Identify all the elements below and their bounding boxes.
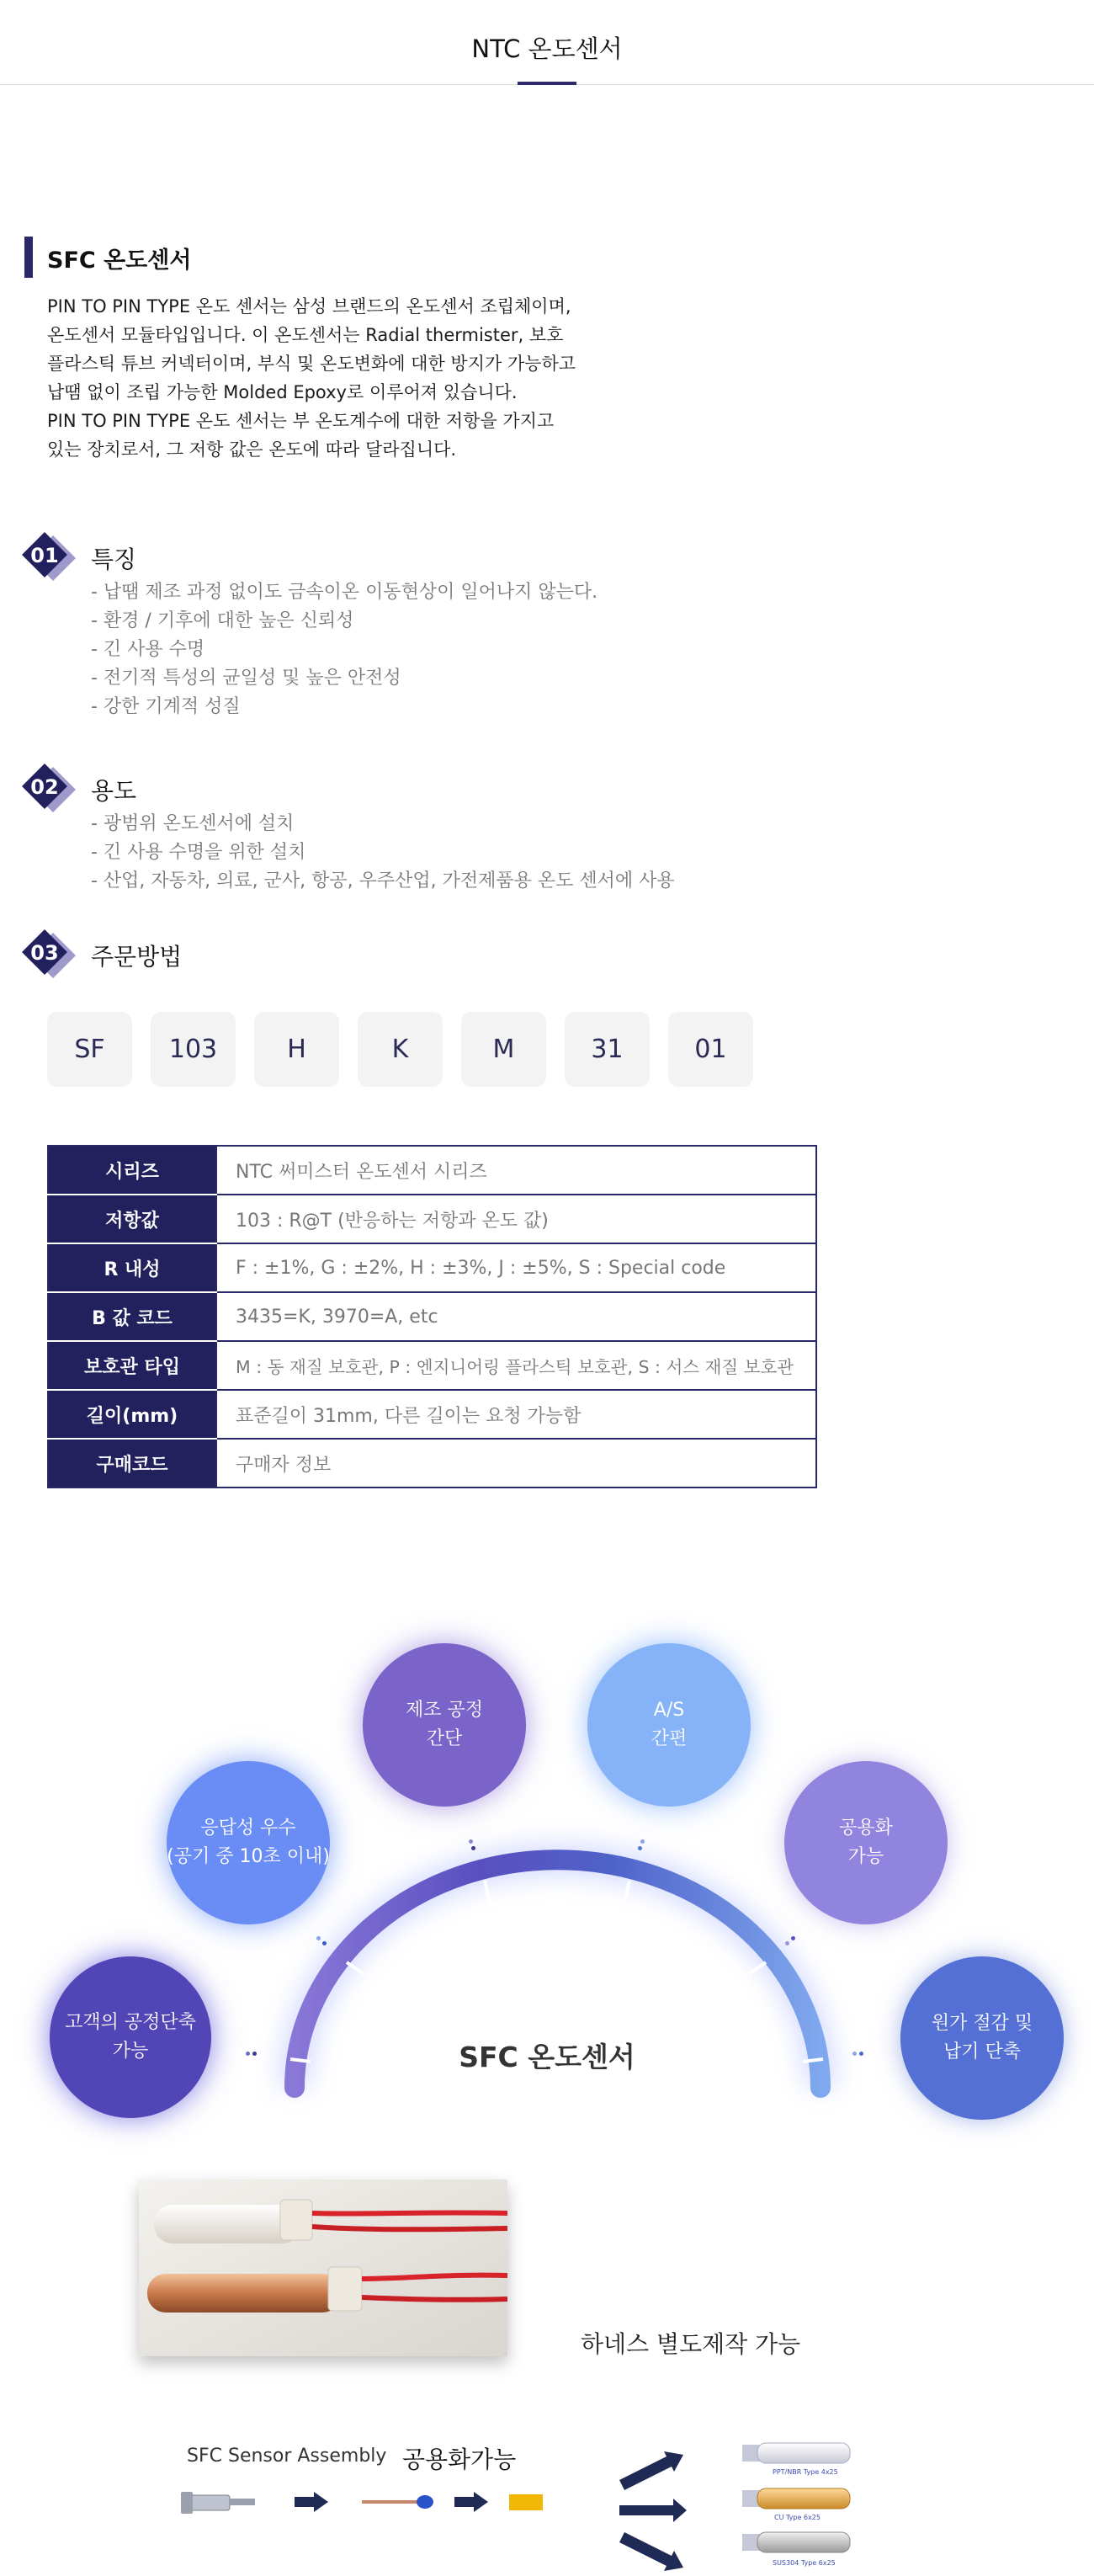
intro-line: 있는 장치로서, 그 저항 값은 온도에 따라 달라집니다.	[47, 439, 457, 460]
intro-line: PIN TO PIN TYPE 온도 센서는 삼성 브랜드의 온도센서 조립체이며,	[47, 296, 571, 317]
table-row	[48, 1439, 816, 1488]
benefit-circle	[167, 1761, 330, 1924]
epoxy-cap-icon	[509, 2494, 543, 2510]
order-code-box: 01	[668, 1012, 753, 1087]
diagram-center-label: SFC 온도센서	[459, 2041, 635, 2073]
title-underline	[518, 82, 576, 85]
connector-dots	[636, 1839, 648, 1844]
benefit-circle	[784, 1761, 948, 1924]
ppt-sensor-icon	[742, 2443, 850, 2463]
arrow-icon	[619, 2499, 687, 2522]
benefit-label: 간단	[426, 1728, 463, 1749]
row-label: 구매코드	[48, 1439, 216, 1488]
benefit-label: 고객의 공정단축	[65, 2012, 196, 2033]
benefit-label: 공용화	[839, 1818, 893, 1839]
usage-title: 용도	[91, 777, 137, 805]
order-code-box: 31	[565, 1012, 650, 1087]
row-value: NTC 써미스터 온도센서 시리즈	[216, 1146, 816, 1195]
connector-part-icon	[181, 2492, 255, 2514]
benefit-label: 가능	[847, 1846, 884, 1867]
list-item: - 긴 사용 수명	[91, 639, 205, 660]
order-title: 주문방법	[91, 943, 183, 971]
assembly-flow	[181, 2477, 543, 2527]
page-header	[0, 0, 1094, 85]
assembly-label: SFC Sensor Assembly	[187, 2446, 387, 2467]
row-value: 표준길이 31mm, 다른 길이는 요청 가능함	[216, 1390, 816, 1439]
sensor-photo	[139, 2179, 507, 2356]
row-label: 저항값	[48, 1195, 216, 1243]
benefit-circle	[587, 1643, 751, 1807]
benefit-label: 원가 절감 및	[931, 2013, 1033, 2034]
table-row	[48, 1292, 816, 1341]
order-code-box: H	[254, 1012, 339, 1087]
row-label: 보호관 타입	[48, 1341, 216, 1390]
list-item: - 긴 사용 수명을 위한 설치	[91, 842, 306, 863]
benefit-label: (공기 중 10초 이내)	[167, 1846, 330, 1867]
number-label: 01	[30, 544, 59, 567]
branch-arrows	[616, 2448, 692, 2574]
number-label: 03	[30, 941, 59, 965]
row-value: 구매자 정보	[216, 1439, 816, 1488]
benefit-label: 응답성 우수	[200, 1818, 296, 1839]
intro-description	[47, 292, 636, 464]
benefit-label: 간편	[651, 1728, 688, 1749]
section-marker	[24, 237, 33, 278]
number-badge-02	[20, 762, 79, 812]
benefit-circle	[50, 1956, 211, 2118]
harness-label: 하네스 별도제작 가능	[581, 2330, 801, 2358]
intro-line: PIN TO PIN TYPE 온도 센서는 부 온도계수에 대한 저항을 가지고	[47, 411, 555, 431]
row-label: 시리즈	[48, 1146, 216, 1195]
connector-dots	[316, 1936, 328, 1941]
number-badge-03	[20, 928, 79, 978]
row-value: 103 : R@T (반응하는 저항과 온도 값)	[216, 1195, 816, 1243]
arrow-icon	[619, 2532, 683, 2571]
connector-dots	[852, 2052, 864, 2057]
benefit-label: 제조 공정	[405, 1700, 483, 1721]
list-item: - 전기적 특성의 균일성 및 높은 안전성	[91, 668, 401, 689]
benefit-circle	[900, 1956, 1064, 2120]
arrow-icon	[295, 2492, 328, 2512]
connector-dots	[469, 1839, 481, 1844]
order-code-box: SF	[47, 1012, 132, 1087]
order-code-box: 103	[151, 1012, 236, 1087]
arrow-icon	[619, 2451, 683, 2490]
table-row	[48, 1390, 816, 1439]
usage-list	[91, 810, 675, 896]
intro-line: 납땜 없이 조립 가능한 Molded Epoxy로 이루어져 있습니다.	[47, 382, 518, 402]
page-title: NTC 온도센서	[471, 35, 623, 63]
benefit-label: A/S	[653, 1700, 685, 1721]
order-code-box: M	[461, 1012, 546, 1087]
features-list	[91, 578, 597, 721]
common-use-label: 공용화가능	[402, 2446, 517, 2473]
row-label: R 내성	[48, 1243, 216, 1292]
row-value: 3435=K, 3970=A, etc	[216, 1292, 816, 1341]
list-item: - 광범위 온도센서에 설치	[91, 813, 295, 834]
row-value: M : 동 재질 보호관, P : 엔지니어링 플라스틱 보호관, S : 서스 재질 보호관	[216, 1341, 816, 1390]
spec-table	[47, 1145, 817, 1488]
row-label: 길이(mm)	[48, 1390, 216, 1439]
order-code-box: K	[358, 1012, 443, 1087]
benefit-label: 가능	[112, 2041, 149, 2062]
arrow-icon	[454, 2492, 488, 2512]
benefit-label: 납기 단축	[943, 2041, 1021, 2062]
thermistor-part-icon	[362, 2495, 433, 2509]
features-title: 특징	[91, 546, 137, 573]
sensor-types	[739, 2438, 865, 2576]
list-item: - 산업, 자동차, 의료, 군사, 항공, 우주산업, 가전제품용 온도 센서에 사용	[91, 870, 675, 891]
list-item: - 환경 / 기후에 대한 높은 신뢰성	[91, 610, 354, 631]
row-label: B 값 코드	[48, 1292, 216, 1341]
sensor-type-label: CU Type 6x25	[774, 2514, 820, 2521]
connector-dots	[785, 1936, 797, 1941]
intro-line: 온도센서 모듈타입입니다. 이 온도센서는 Radial thermister, 보호	[47, 325, 564, 345]
list-item: - 강한 기계적 성질	[91, 696, 241, 717]
table-row	[48, 1146, 816, 1195]
intro-title: SFC 온도센서	[47, 247, 192, 274]
list-item: - 납땜 제조 과정 없이도 금속이온 이동현상이 일어나지 않는다.	[91, 582, 598, 603]
sensor-type-label: PPT/NBR Type 4x25	[773, 2468, 838, 2476]
benefit-circle	[363, 1643, 526, 1807]
table-row	[48, 1341, 816, 1390]
intro-line: 플라스틱 튜브 커넥터이며, 부식 및 온도변화에 대한 방지가 가능하고	[47, 354, 576, 374]
sensor-type-label: SUS304 Type 6x25	[773, 2559, 836, 2567]
connector-dots	[246, 2052, 258, 2057]
table-row	[48, 1195, 816, 1243]
sus-sensor-icon	[742, 2532, 850, 2552]
row-value: F : ±1%, G : ±2%, H : ±3%, J : ±5%, S : Special code	[216, 1243, 816, 1292]
cu-sensor-icon	[742, 2488, 850, 2509]
number-label: 02	[30, 775, 59, 799]
table-row	[48, 1243, 816, 1292]
number-badge-01	[20, 530, 79, 581]
